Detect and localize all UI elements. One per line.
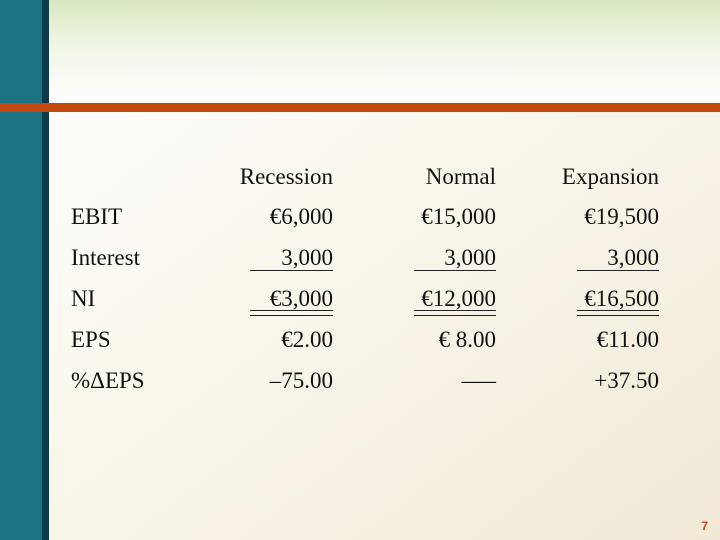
cell-eps-normal: € 8.00 (438, 327, 496, 352)
underline-interest-expansion (577, 270, 659, 271)
cell-ni-expansion: €16,500 (584, 286, 659, 311)
cell-ni-normal: €12,000 (421, 286, 496, 311)
underline-interest-normal (414, 270, 496, 271)
cell-ebit-expansion: €19,500 (584, 204, 659, 229)
underline-interest-recession (250, 270, 333, 271)
row-label-ebit: EBIT (71, 204, 123, 229)
double-underline-ni-recession (250, 310, 333, 316)
row-label-pct-change-eps: %ΔEPS (71, 368, 145, 393)
cell-pct-change-eps-recession: –75.00 (269, 368, 333, 393)
cell-pct-change-eps-normal: ––– (461, 368, 496, 393)
cell-interest-expansion: 3,000 (595, 245, 659, 270)
column-header-normal: Normal (425, 164, 496, 189)
cell-interest-normal: 3,000 (432, 245, 496, 270)
double-underline-ni-expansion (577, 310, 659, 316)
double-underline-ni-normal (414, 310, 496, 316)
cell-ebit-normal: €15,000 (421, 204, 496, 229)
cell-ebit-recession: €6,000 (269, 204, 333, 229)
cell-eps-expansion: €11.00 (596, 327, 659, 352)
cell-pct-change-eps-expansion: +37.50 (594, 368, 659, 393)
cell-eps-recession: €2.00 (281, 327, 333, 352)
row-label-interest: Interest (71, 245, 140, 270)
cell-interest-recession: 3,000 (269, 245, 333, 270)
row-label-eps: EPS (71, 327, 111, 352)
column-header-expansion: Expansion (561, 164, 659, 189)
page-number: 7 (701, 519, 708, 533)
row-label-ni: NI (71, 286, 96, 311)
cell-ni-recession: €3,000 (269, 286, 333, 311)
column-header-recession: Recession (239, 164, 333, 189)
